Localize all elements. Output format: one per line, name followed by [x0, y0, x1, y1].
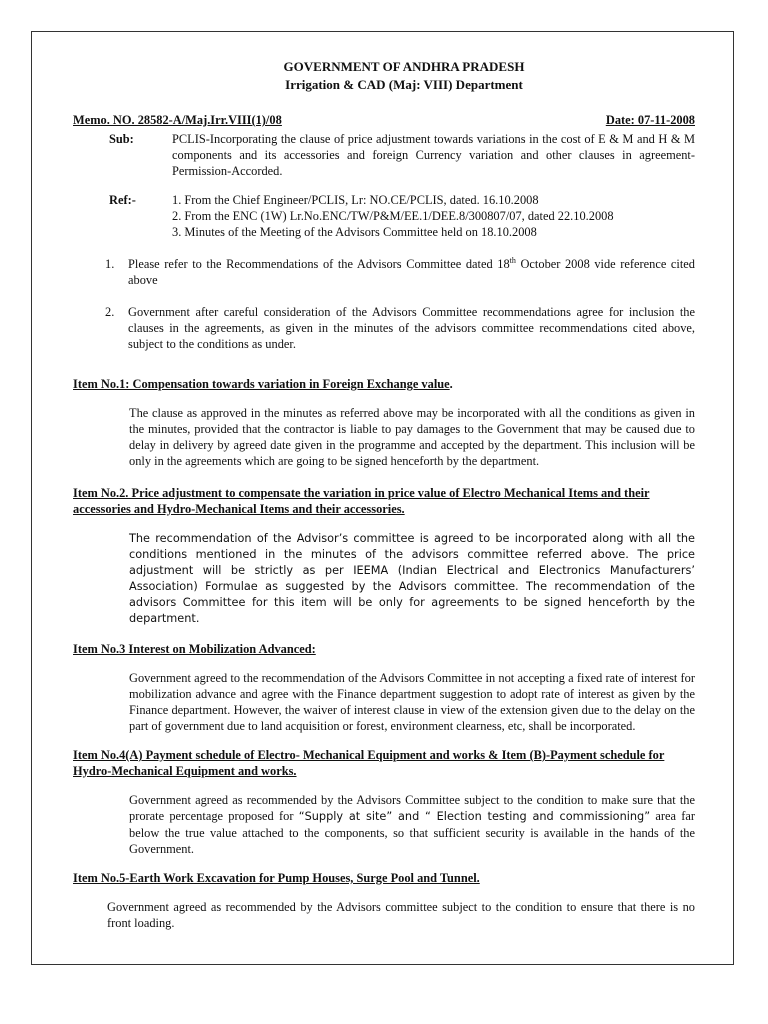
reference-item: 3. Minutes of the Meeting of the Advisors Committee held on 18.10.2008 [172, 225, 537, 239]
paragraph-1 [73, 256, 695, 288]
paragraph-2 [73, 304, 695, 352]
subject-block [73, 131, 695, 179]
item-1-body: The clause as approved in the minutes as referred above may be incorporated with all the conditions as given in the minutes, provided that the contractor is liable to pay damages to the Government that may be caused due to delay in delivery by agreed date given in the programme and accepted by the department. This inclusion will be only in the agreements which are going to be signed henceforth by the department. [129, 406, 695, 468]
memo-date: Date: 07-11-2008 [605, 113, 695, 127]
reference-item: 1. From the Chief Engineer/PCLIS, Lr: NO.CE/PCLIS, dated. 16.10.2008 [172, 193, 539, 207]
paragraph-text: Please refer to the Recommendations of the Advisors Committee dated 18th October 2008 vide reference cited above [128, 255, 695, 287]
reference-list [172, 192, 695, 240]
department-title: Irrigation & CAD (Maj: VIII) Department [285, 77, 523, 92]
item-3-heading: Item No.3 Interest on Mobilization Advanced: [73, 642, 316, 656]
memo-document [73, 58, 695, 931]
item-3-body: Government agreed to the recommendation of the Advisors Committee in not accepting a fixed rate of interest for mobilization advance and agree with the Finance department suggestion to adopt rate of interest as given by the Finance department. However, the waiver of interest clause in view of the extension given due to the delay on the part of government due to land acquisition or forest, environment clearness, etc, shall be incorporated. [129, 671, 695, 733]
item-5-body: Government agreed as recommended by the Advisors committee subject to the condition to ensure that there is no front loading. [107, 900, 695, 930]
item-4-body: Government agreed as recommended by the Advisors Committee subject to the condition to make sure that the prorate percentage proposed for “Supply at site” and “ Election testing and commissioning” area far below the true value attached to the components, so that sufficient security is available in the hands of the Government. [129, 793, 696, 856]
paragraph-number: 1. [105, 257, 115, 271]
item-4-heading: Item No.4(A) Payment schedule of Electro- Mechanical Equipment and works & Item (B)-Payment schedule for Hydro-Mechanical Equipment and works. [73, 748, 665, 778]
reference-label: Ref:- [109, 193, 136, 207]
memo-line [73, 112, 695, 128]
reference-item: 2. From the ENC (1W) Lr.No.ENC/TW/P&M/EE.1/DEE.8/300807/07, dated 22.10.2008 [172, 209, 614, 223]
government-title: GOVERNMENT OF ANDHRA PRADESH [283, 59, 525, 74]
paragraph-number: 2. [105, 305, 115, 319]
paragraph-text: Government after careful consideration of the Advisors Committee recommendations agree for inclusion the clauses in the agreements, as given in the minutes of the advisors committee recommendations cited above, subject to the conditions as under. [128, 305, 695, 351]
item-1-heading: Item No.1: Compensation towards variation in Foreign Exchange value. [73, 377, 453, 391]
item-2-heading: Item No.2. Price adjustment to compensate the variation in price value of Electro Mechanical Items and their accessories and Hydro-Mechanical Items and their accessories. [73, 486, 650, 516]
subject-label: Sub: [109, 132, 134, 146]
subject-text: PCLIS-Incorporating the clause of price adjustment towards variations in the cost of E & M and H & M components and its accessories and foreign Currency variation and other clauses in agreement-Permission-Accorded. [172, 132, 695, 178]
item-2-body: The recommendation of the Advisor’s committee is agreed to be incorporated along with all the conditions mentioned in the minutes of the advisors committee referred above. The price adjustment will be strictly as per IEEMA (Indian Electrical and Electronics Manufacturers’ Association) Formulae as suggested by the Advisors committee. The recommendation of the advisors Committee for this item will be only for agreements to be signed henceforth by the department. [129, 532, 695, 625]
reference-block [73, 192, 695, 240]
item-5-heading: Item No.5-Earth Work Excavation for Pump Houses, Surge Pool and Tunnel. [73, 871, 480, 885]
memo-number: Memo. NO. 28582-A/Maj.Irr.VIII(1)/08 [73, 113, 282, 127]
